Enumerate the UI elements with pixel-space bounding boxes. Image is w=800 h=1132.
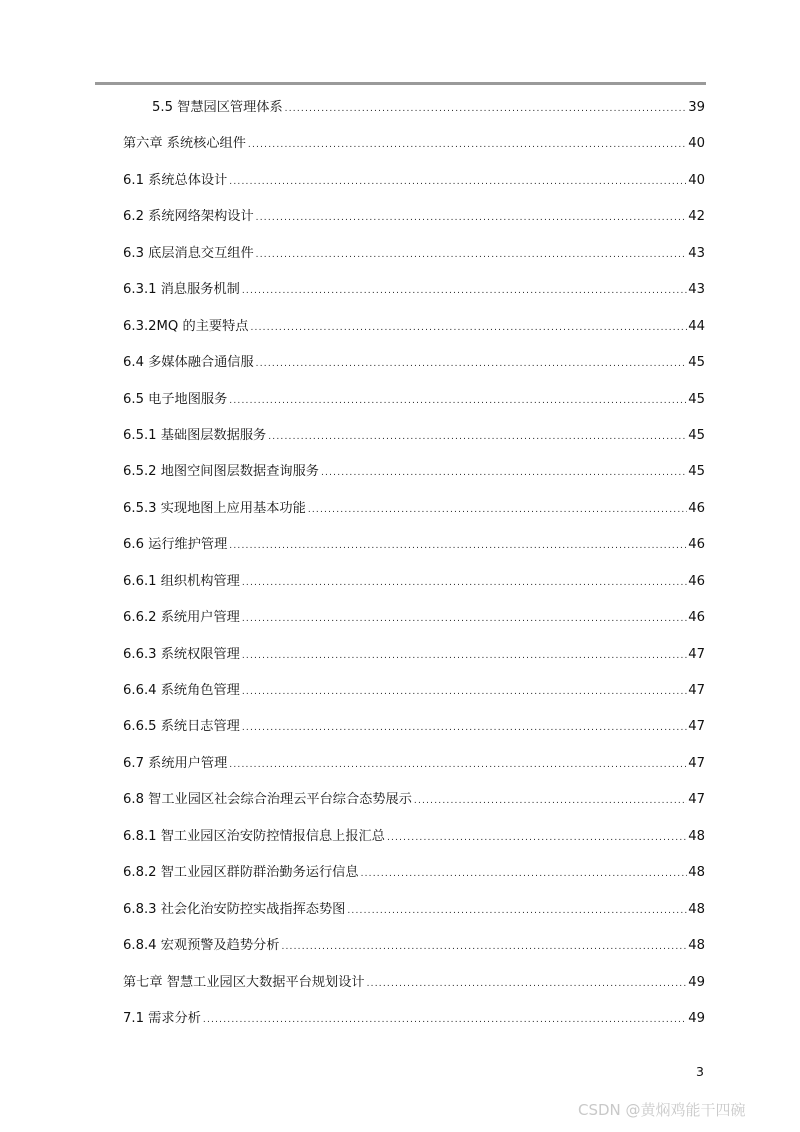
dot-leader xyxy=(256,243,688,267)
toc-entry-title: 6.7 系统用户管理 xyxy=(123,755,228,771)
toc-entry-page: 43 xyxy=(688,245,705,261)
toc-entry-5-5[interactable] xyxy=(123,96,705,132)
toc-entry-page: 48 xyxy=(688,938,705,954)
toc-entry-page: 47 xyxy=(688,683,705,698)
toc-entry-6-5-2[interactable] xyxy=(123,460,705,496)
toc-entry-title: 6.5.3 实现地图上应用基本功能 xyxy=(123,500,306,516)
dot-leader xyxy=(367,972,688,996)
toc-entry-title: 6.6 运行维护管理 xyxy=(123,537,228,553)
toc-entry-title: 7.1 需求分析 xyxy=(123,1010,201,1026)
dot-leader xyxy=(268,425,687,449)
dot-leader xyxy=(229,170,687,194)
toc-entry-page: 40 xyxy=(688,136,705,152)
toc-entry-page: 46 xyxy=(688,500,705,516)
dot-leader xyxy=(414,789,687,813)
toc-entry-page: 49 xyxy=(688,974,705,990)
toc-entry-6-5-1[interactable] xyxy=(123,424,705,460)
toc-entry-page: 48 xyxy=(688,828,705,844)
toc-entry-page: 45 xyxy=(688,464,705,480)
toc-entry-title: 6.8.4 宏观预警及趋势分析 xyxy=(123,938,280,954)
toc-entry-page: 48 xyxy=(688,865,705,881)
toc-entry-page: 45 xyxy=(688,427,705,443)
toc-entry-title: 6.6.2 系统用户管理 xyxy=(123,610,240,626)
toc-entry-page: 44 xyxy=(688,318,705,334)
toc-entry-6-6-3[interactable] xyxy=(123,643,705,679)
toc-entry-title: 6.5 电子地图服务 xyxy=(123,391,228,407)
toc-entry-6-8-1[interactable] xyxy=(123,825,705,861)
toc-entry-6-6-4[interactable] xyxy=(123,679,705,715)
dot-leader xyxy=(203,1008,687,1032)
dot-leader xyxy=(242,716,687,740)
toc-entry-6-8-2[interactable] xyxy=(123,861,705,897)
toc-entry-page: 48 xyxy=(688,901,705,917)
toc-entry-title: 6.6.1 组织机构管理 xyxy=(123,573,240,589)
toc-entry-title: 6.8 智工业园区社会综合治理云平台综合态势展示 xyxy=(123,792,412,808)
toc-entry-title: 第七章 智慧工业园区大数据平台规划设计 xyxy=(123,974,365,990)
toc-entry-title: 6.6.4 系统角色管理 xyxy=(123,683,240,698)
table-of-contents xyxy=(123,96,705,1043)
toc-entry-page: 46 xyxy=(688,610,705,626)
toc-entry-6-3[interactable] xyxy=(123,242,705,278)
toc-entry-title: 6.3.2MQ 的主要特点 xyxy=(123,318,249,334)
toc-entry-6-8-4[interactable] xyxy=(123,934,705,970)
toc-entry-page: 42 xyxy=(688,209,705,225)
toc-entry-page: 47 xyxy=(688,792,705,808)
toc-entry-6-3-2[interactable] xyxy=(123,315,705,351)
dot-leader xyxy=(242,680,687,704)
toc-entry-title: 6.5.1 基础图层数据服务 xyxy=(123,427,267,443)
toc-entry-6-6-5[interactable] xyxy=(123,715,705,751)
toc-entry-title: 6.5.2 地图空间图层数据查询服务 xyxy=(123,464,319,480)
dot-leader xyxy=(242,571,687,595)
toc-entry-page: 45 xyxy=(688,391,705,407)
toc-entry-6-2[interactable] xyxy=(123,205,705,241)
dot-leader xyxy=(242,607,687,631)
toc-entry-6-1[interactable] xyxy=(123,169,705,205)
dot-leader xyxy=(242,279,687,303)
toc-entry-6-6[interactable] xyxy=(123,533,705,569)
dot-leader xyxy=(281,935,687,959)
dot-leader xyxy=(229,534,687,558)
dot-leader xyxy=(242,644,687,668)
page-number: 3 xyxy=(696,1064,704,1079)
dot-leader xyxy=(229,389,687,413)
toc-entry-page: 46 xyxy=(688,537,705,553)
toc-entry-chapter-7[interactable] xyxy=(123,971,705,1007)
toc-entry-title: 6.6.3 系统权限管理 xyxy=(123,646,240,662)
dot-leader xyxy=(248,133,687,157)
toc-entry-page: 39 xyxy=(688,100,705,115)
dot-leader xyxy=(387,826,687,850)
toc-entry-title: 6.6.5 系统日志管理 xyxy=(123,719,240,735)
toc-entry-title: 6.1 系统总体设计 xyxy=(123,172,228,188)
dot-leader xyxy=(285,97,688,121)
dot-leader xyxy=(256,352,688,376)
toc-entry-page: 47 xyxy=(688,755,705,771)
toc-entry-title: 第六章 系统核心组件 xyxy=(123,136,246,152)
toc-entry-6-5[interactable] xyxy=(123,388,705,424)
toc-entry-chapter-6[interactable] xyxy=(123,132,705,168)
toc-entry-6-4[interactable] xyxy=(123,351,705,387)
toc-entry-6-7[interactable] xyxy=(123,752,705,788)
toc-entry-title: 6.8.1 智工业园区治安防控情报信息上报汇总 xyxy=(123,828,385,844)
dot-leader xyxy=(321,461,687,485)
toc-entry-title: 6.8.2 智工业园区群防群治勤务运行信息 xyxy=(123,865,359,881)
header-rule xyxy=(95,82,706,85)
toc-entry-page: 47 xyxy=(688,646,705,662)
toc-entry-6-8[interactable] xyxy=(123,788,705,824)
toc-entry-title: 6.4 多媒体融合通信服 xyxy=(123,355,254,371)
toc-entry-6-8-3[interactable] xyxy=(123,898,705,934)
toc-entry-page: 40 xyxy=(688,172,705,188)
toc-entry-6-6-2[interactable] xyxy=(123,606,705,642)
toc-entry-page: 49 xyxy=(688,1010,705,1026)
toc-entry-7-1[interactable] xyxy=(123,1007,705,1043)
toc-entry-title: 6.3 底层消息交互组件 xyxy=(123,245,254,261)
dot-leader xyxy=(229,753,687,777)
toc-entry-title: 6.3.1 消息服务机制 xyxy=(123,282,240,298)
toc-entry-6-3-1[interactable] xyxy=(123,278,705,314)
toc-entry-title: 6.8.3 社会化治安防控实战指挥态势图 xyxy=(123,901,346,917)
toc-entry-page: 45 xyxy=(688,355,705,371)
csdn-watermark: CSDN @黄焖鸡能干四碗 xyxy=(578,1101,746,1119)
toc-entry-6-5-3[interactable] xyxy=(123,497,705,533)
toc-entry-title: 6.2 系统网络架构设计 xyxy=(123,209,254,225)
dot-leader xyxy=(256,206,688,230)
dot-leader xyxy=(361,862,688,886)
dot-leader xyxy=(308,498,687,522)
toc-entry-6-6-1[interactable] xyxy=(123,570,705,606)
dot-leader xyxy=(347,899,687,923)
toc-entry-title: 5.5 智慧园区管理体系 xyxy=(152,100,283,115)
dot-leader xyxy=(250,316,687,340)
toc-entry-page: 46 xyxy=(688,573,705,589)
toc-entry-page: 47 xyxy=(688,719,705,735)
toc-entry-page: 43 xyxy=(688,282,705,298)
